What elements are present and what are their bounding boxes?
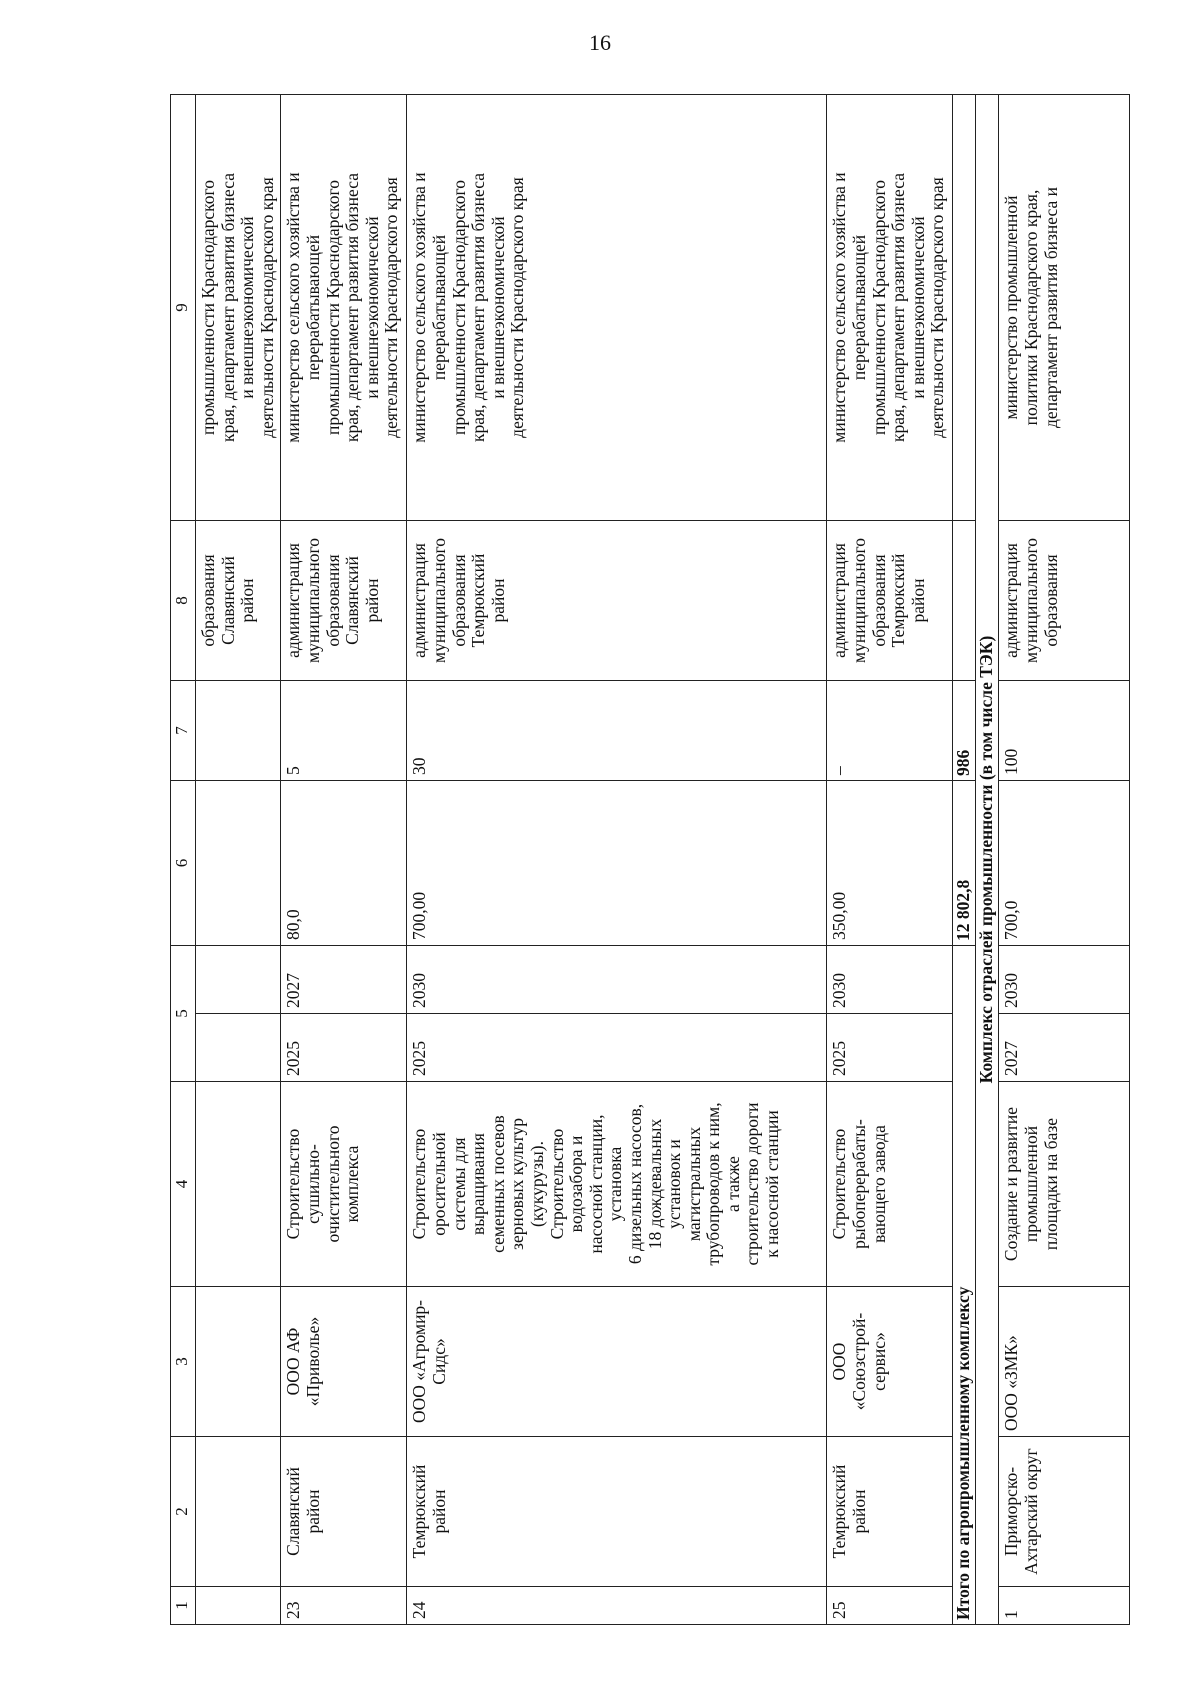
company-cell: ООО АФ «Приволье»	[281, 1287, 407, 1437]
company-cell: ООО «Агромир- Сидс»	[407, 1287, 827, 1437]
district-cell: Темрюкский район	[407, 1437, 827, 1587]
admin-cell: администрация муниципального образования	[999, 521, 1130, 681]
jobs-cell: 30	[407, 681, 827, 781]
jobs-cell: 100	[999, 681, 1130, 781]
company-cell: ООО «ЗМК»	[999, 1287, 1130, 1437]
rotated-table-container	[170, 95, 1130, 1625]
district-cell: Приморско- Ахтарский округ	[999, 1437, 1130, 1587]
end-year-cell: 2030	[407, 946, 827, 1014]
project-cell: Строительство рыбоперерабаты- вающего завода	[827, 1082, 953, 1287]
project-cell: Создание и развитие промышленной площадки на базе	[999, 1082, 1130, 1287]
table-row	[281, 95, 407, 1625]
investment-cell: 700,00	[407, 781, 827, 946]
total-row	[953, 95, 976, 1625]
ministry-cell: министерство сельского хозяйства и перерабатывающей промышленности Краснодарского края, департамент развития бизнеса и внешнеэкономической деятельности Краснодарского края	[407, 95, 827, 521]
admin-cell: администрация муниципального образования Темрюкский район	[827, 521, 953, 681]
column-header: 6	[171, 781, 196, 946]
investment-projects-table	[170, 94, 1130, 1625]
ministry-cell: министерство сельского хозяйства и перерабатывающей промышленности Краснодарского края, департамент развития бизнеса и внешнеэкономической деятельности Краснодарского края	[827, 95, 953, 521]
page-number: 16	[589, 30, 611, 55]
ministry-cell: промышленности Краснодарского края, департамент развития бизнеса и внешнеэкономической деятельности Краснодарского края	[196, 95, 281, 521]
table-row	[196, 95, 281, 1625]
start-year-cell: 2025	[827, 1014, 953, 1082]
start-year-cell: 2027	[999, 1014, 1130, 1082]
investment-cell: 700,0	[999, 781, 1130, 946]
column-header: 1	[171, 1587, 196, 1625]
admin-cell: образования Славянский район	[196, 521, 281, 681]
total-label: Итого по агропромышленному комплексу	[953, 946, 976, 1625]
investment-cell: 80,0	[281, 781, 407, 946]
column-number-header-row	[171, 95, 196, 1625]
ministry-cell: министерство промышленной политики Краснодарского края, департамент развития бизнеса и	[999, 95, 1130, 521]
table-row	[407, 95, 827, 1625]
end-year-cell: 2030	[827, 946, 953, 1014]
column-header: 2	[171, 1437, 196, 1587]
row-number: 23	[281, 1587, 407, 1625]
jobs-cell: –	[827, 681, 953, 781]
row-number: 24	[407, 1587, 827, 1625]
admin-cell: администрация муниципального образования Темрюкский район	[407, 521, 827, 681]
row-number: 1	[999, 1587, 1130, 1625]
company-cell: ООО «Союзстрой- сервис»	[827, 1287, 953, 1437]
admin-cell: администрация муниципального образования Славянский район	[281, 521, 407, 681]
column-header: 3	[171, 1287, 196, 1437]
investment-cell: 350,00	[827, 781, 953, 946]
end-year-cell: 2027	[281, 946, 407, 1014]
district-cell: Славянский район	[281, 1437, 407, 1587]
column-header: 5	[171, 946, 196, 1082]
district-cell: Темрюкский район	[827, 1437, 953, 1587]
column-header: 8	[171, 521, 196, 681]
start-year-cell: 2025	[407, 1014, 827, 1082]
project-cell: Строительство сушильно- очистительного комплекса	[281, 1082, 407, 1287]
ministry-cell: министерство сельского хозяйства и перерабатывающей промышленности Краснодарского края, департамент развития бизнеса и внешнеэкономической деятельности Краснодарского края	[281, 95, 407, 521]
end-year-cell: 2030	[999, 946, 1130, 1014]
total-investment: 12 802,8	[953, 781, 976, 946]
column-header: 7	[171, 681, 196, 781]
section-title: Комплекс отраслей промышленности (в том числе ТЭК)	[976, 95, 999, 1625]
total-jobs: 986	[953, 681, 976, 781]
row-number: 25	[827, 1587, 953, 1625]
column-header: 9	[171, 95, 196, 521]
column-header: 4	[171, 1082, 196, 1287]
project-cell: Строительство оросительной системы для выращивания семенных посевов зерновых культур (кукурузы). Строительство водозабора и насосной станции, установка 6 дизельных насосов, 18 дождевальных установок и магистральных трубопроводов к ним, а также строительство дороги к насосной станции	[407, 1082, 827, 1287]
section-title-row	[976, 95, 999, 1625]
table-row	[827, 95, 953, 1625]
jobs-cell: 5	[281, 681, 407, 781]
table-row	[999, 95, 1130, 1625]
start-year-cell: 2025	[281, 1014, 407, 1082]
